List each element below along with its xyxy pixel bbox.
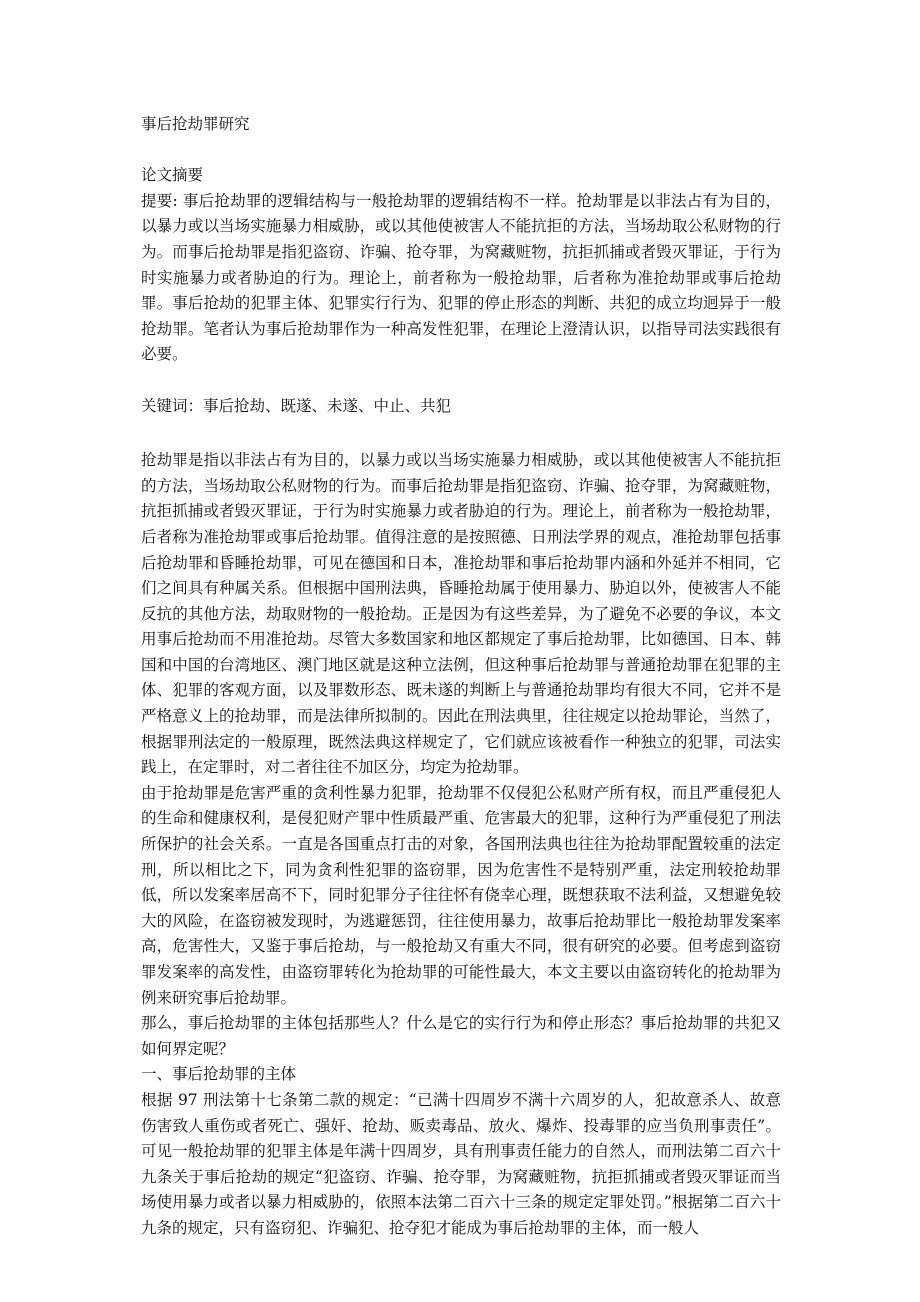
document-title: 事后抢劫罪研究: [141, 115, 250, 133]
body-paragraph: 根据 97 刑法第十七条第二款的规定：“已满十四周岁不满十六周岁的人，犯故意杀人、故意伤害致人重伤或者死亡、强奸、抢劫、贩卖毒品、放火、爆炸、投毒罪的应当负刑事责任”。可见一般抢劫罪的犯罪主体是年满十四周岁，具有刑事责任能力的自然人，而刑法第二百六十九条关于事后抢劫的规定“犯盗窃、诈骗、抢夺罪，为窝藏赃物，抗拒抓捕或者毁灭罪证而当场使用暴力或者以暴力相威胁的，依照本法第二百六十三条的规定定罪处罚。”根据第二百六十九条的规定，只有盗窃犯、诈骗犯、抢夺犯才能成为事后抢劫罪的主体，而一般人: [141, 1090, 781, 1237]
spacer: [141, 419, 781, 448]
abstract-heading: 论文摘要: [141, 166, 204, 185]
section-heading: 一、事后抢劫罪的主体: [141, 1065, 297, 1084]
keywords: 关键词：事后抢劫、既遂、未遂、中止、共犯: [141, 396, 452, 415]
document-page: [141, 112, 781, 1242]
body-paragraph: 那么，事后抢劫罪的主体包括那些人？什么是它的实行行为和停止形态？事后抢劫罪的共犯又如何界定呢？: [141, 1014, 781, 1058]
body-paragraph: 由于抢劫罪是危害严重的贪利性暴力犯罪，抢劫罪不仅侵犯公私财产所有权，而且严重侵犯人的生命和健康权利，是侵犯财产罪中性质最严重、危害最大的犯罪，这种行为严重侵犯了刑法所保护的社会关系。一直是各国重点打击的对象，各国刑法典也往往为抢劫罪配置较重的法定刑，所以相比之下，同为贪利性犯罪的盗窃罪，因为危害性不是特别严重，法定刑较抢劫罪低，所以发案率居高不下，同时犯罪分子往往怀有侥幸心理，既想获取不法利益，又想避免较大的风险，在盗窃被发现时，为逃避惩罚，往往使用暴力，故事后抢劫罪比一般抢劫罪发案率高，危害性大，又鉴于事后抢劫，与一般抢劫又有重大不同，很有研究的必要。但考虑到盗窃罪发案率的高发性，由盗窃罪转化为抢劫罪的可能性最大，本文主要以由盗窃转化的抢劫罪为例来研究事后抢劫罪。: [141, 783, 781, 1007]
spacer: [141, 138, 781, 164]
abstract-text: 提要: 事后抢劫罪的逻辑结构与一般抢劫罪的逻辑结构不一样。抢劫罪是以非法占有为目的，以暴力或以当场实施暴力相威胁，或以其他使被害人不能抗拒的方法，当场劫取公私财物的行为。而事后抢劫罪是指犯盗窃、诈骗、抢夺罪，为窝藏赃物，抗拒抓捕或者毁灭罪证，于行为时实施暴力或者胁迫的行为。理论上，前者称为一般抢劫罪，后者称为准抢劫罪或事后抢劫罪。事后抢劫的犯罪主体、犯罪实行行为、犯罪的停止形态的判断、共犯的成立均迥异于一般抢劫罪。笔者认为事后抢劫罪作为一种高发性犯罪，在理论上澄清认识，以指导司法实践很有必要。: [141, 191, 781, 364]
spacer: [141, 368, 781, 394]
body-paragraph: 抢劫罪是指以非法占有为目的，以暴力或以当场实施暴力相威胁，或以其他使被害人不能抗拒的方法，当场劫取公私财物的行为。而事后抢劫罪是指犯盗窃、诈骗、抢夺罪，为窝藏赃物，抗拒抓捕或者毁灭罪证，于行为时实施暴力或者胁迫的行为。理论上，前者称为一般抢劫罪，后者称为准抢劫罪或事后抢劫罪。值得注意的是按照德、日刑法学界的观点，准抢劫罪包括事后抢劫罪和昏睡抢劫罪，可见在德国和日本，准抢劫罪和事后抢劫罪内涵和外延并不相同，它们之间具有种属关系。但根据中国刑法典，昏睡抢劫属于使用暴力、胁迫以外，使被害人不能反抗的其他方法，劫取财物的一般抢劫。正是因为有这些差异，为了避免不必要的争议，本文用事后抢劫而不用准抢劫。尽管大多数国家和地区都规定了事后抢劫罪，比如德国、日本、韩国和中国的台湾地区、澳门地区就是这种立法例，但这种事后抢劫罪与普通抢劫罪在犯罪的主体、犯罪的客观方面，以及罪数形态、既未遂的判断上与普通抢劫罪均有很大不同，它并不是严格意义上的抢劫罪，而是法律所拟制的。因此在刑法典里，往往规定以抢劫罪论，当然了，根据罪刑法定的一般原理，既然法典这样规定了，它们就应该被看作一种独立的犯罪，司法实践上，在定罪时，对二者往往不加区分，均定为抢劫罪。: [141, 451, 781, 777]
